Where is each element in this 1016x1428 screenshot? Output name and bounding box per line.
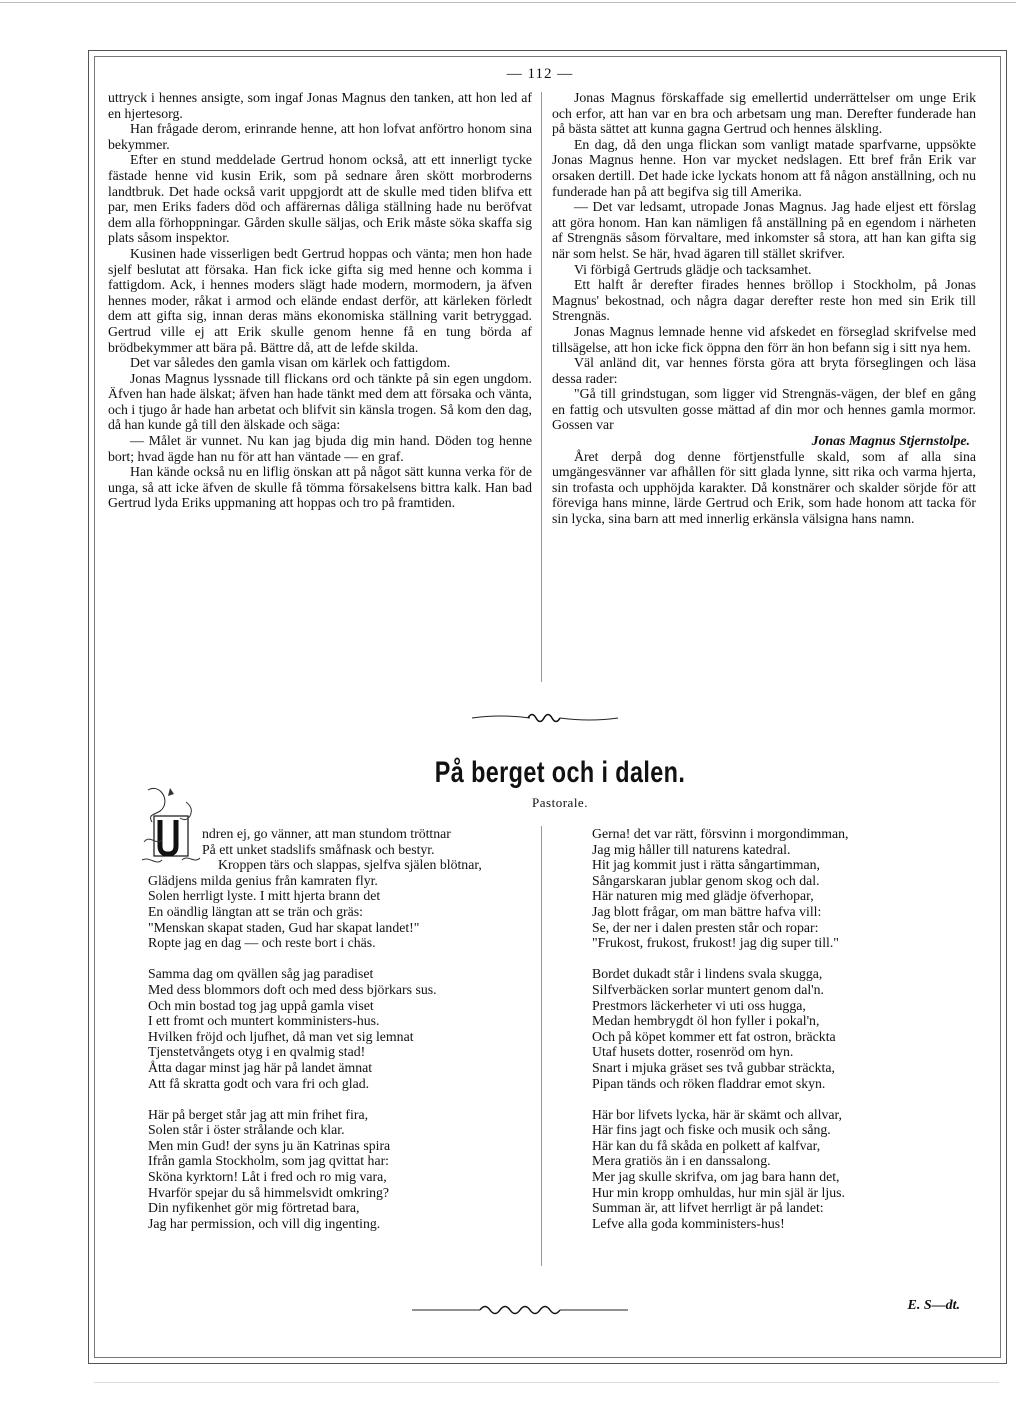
stanza bbox=[148, 966, 538, 1091]
verse-line: Och på köpet kommer ett fat ostron, bräckta bbox=[592, 1028, 836, 1044]
right-prose-column bbox=[552, 90, 976, 527]
verse-line: Gerna! det var rätt, försvinn i morgondimman, bbox=[592, 826, 849, 841]
stanza bbox=[592, 826, 972, 951]
verse-line: Med dess blommors doft och med dess björkars sus. bbox=[148, 981, 437, 997]
verse-line: Hur min kropp omhuldas, hur min själ är ljus. bbox=[592, 1184, 845, 1200]
paragraph: — Det var ledsamt, utropade Jonas Magnus. Jag hade eljest ett förslag att göra honom. Han kan nämligen få anställning på en egendom i närheten af Strengnäs såsom förvaltare, med inkomster så stora, att han kan gifta sig när som helst. Se här, hvad ägaren till stället skrifver. bbox=[552, 199, 976, 261]
letter-signature: Jonas Magnus Stjernstolpe. bbox=[811, 433, 970, 449]
paragraph: Han kände också nu en liflig önskan att på något sätt kunna verka för de unga, så att icke äfven de skulle få tömma försakelsens bittra kalk. Han bad Gertrud lyda Eriks uppmaning att hoppas och tro på framtiden. bbox=[108, 464, 532, 511]
verse-line: Mer jag skulle skrifva, om jag bara hann det, bbox=[592, 1169, 840, 1185]
verse-line: Utaf husets dotter, rosenröd om hyn. bbox=[592, 1044, 794, 1060]
paragraph: — Målet är vunnet. Nu kan jag bjuda dig min hand. Döden tog henne bort; hvad ägde han nu för att han väntade — en graf. bbox=[108, 433, 532, 464]
verse-line: "Frukost, frukost, frukost! jag dig super till." bbox=[592, 935, 839, 951]
bottom-edge-line bbox=[94, 1382, 999, 1383]
verse-line: Prestmors läckerheter vi uti oss hugga, bbox=[592, 997, 806, 1013]
verse-line: Medan hembrygdt öl hon fyller i pokal'n, bbox=[592, 1013, 820, 1029]
verse-line: Summan är, att lifvet herrligt är på landet: bbox=[592, 1200, 824, 1216]
paragraph: Väl anländ dit, var hennes första göra att bryta förseglingen och läsa dessa rader: bbox=[552, 355, 976, 386]
verse-line: Silfverbäcken sorlar muntert genom dal'n. bbox=[592, 981, 824, 997]
verse-line: Tjenstetvångets otyg i en qvalmig stad! bbox=[148, 1044, 366, 1060]
verse-line: I ett fromt och muntert komministers-hus. bbox=[148, 1013, 380, 1029]
verse-line: "Menskan skapat staden, Gud har skapat landet!" bbox=[148, 919, 420, 935]
stanza bbox=[592, 1107, 972, 1232]
divider-ornament-top bbox=[470, 708, 620, 728]
verse-line: Ropte jag en dag — och reste bort i chäs. bbox=[148, 935, 376, 951]
verse-line: Åtta dagar minst jag här på landet ämnat bbox=[148, 1059, 373, 1075]
paragraph: Jonas Magnus lyssnade till flickans ord och tänkte på sin egen ungdom. Äfven han hade älskat; äfven han hade tänkt med dem att försaka och vänta, och i tjugo år hade han arbetat och blifvit sin känsla trogen. Så kom den dag, då han kunde gå till den älskade och säga: bbox=[108, 370, 532, 433]
verse-line: Snart i mjuka gräset ses två gubbar sträckta, bbox=[592, 1059, 835, 1075]
verse-line: Sköna kyrktorn! Låt i fred och ro mig vara, bbox=[148, 1169, 387, 1185]
column-divider-poem bbox=[541, 826, 542, 1266]
stanza bbox=[592, 966, 972, 1091]
verse-line: Sångarskaran jublar genom skog och dal. bbox=[592, 872, 820, 888]
verse-line: Hvarför spejar du så himmelsvidt omkring? bbox=[148, 1184, 390, 1200]
verse-line: Här på berget står jag att min frihet fira, bbox=[148, 1106, 369, 1122]
verse-line: Men min Gud! der syns ju än Katrinas spira bbox=[148, 1137, 391, 1153]
paragraph: Efter en stund meddelade Gertrud honom också, att ett innerligt tycke fästade henne vid kusin Erik, som på sednare åren skött morbroderns landtbruk. Det hade också varit uppgjordt att de skulle med tiden blifva ett par, men Eriks faders död och affärernas dåliga ställning hade nu beröfvat dem alla förhoppningar. Gården skulle säljas, och Erik måste söka skaffa sig plats såsom inspektor. bbox=[108, 152, 532, 246]
verse-line: Att få skratta godt och vara fri och glad. bbox=[148, 1075, 370, 1091]
verse-line: Lefve alla goda komministers-hus! bbox=[592, 1215, 785, 1231]
divider-ornament-bottom bbox=[410, 1300, 630, 1320]
page-number-value: 112 bbox=[527, 66, 553, 82]
verse-line: Din nyfikenhet gör mig förtretad bara, bbox=[148, 1200, 360, 1216]
verse-line: Här naturen mig med glädje öfverhopar, bbox=[592, 888, 814, 904]
paragraph: Jonas Magnus förskaffade sig emellertid underrättelser om unge Erik och erfor, att han var en bra och arbetsam ung man. Derefter funderade han på bästa sättet att kunna gagna Gertrud och hennes älskling. bbox=[552, 90, 976, 137]
verse-line: Jag har permission, och vill dig ingenting. bbox=[148, 1215, 381, 1231]
top-edge-line bbox=[0, 2, 1016, 3]
column-divider-top bbox=[541, 92, 542, 682]
paragraph: Vi förbigå Gertruds glädje och tacksamhet. bbox=[574, 261, 812, 277]
stanza bbox=[148, 1107, 538, 1232]
paragraph: Kusinen hade visserligen bedt Gertrud hoppas och vänta; men hon hade sjelf beslutat att försaka. Han fick icke gifta sig med henne och komma i fattigdom. Ack, i hennes moders slägt hade modern, mormodern, ja äfven hennes moder, råkat i armod och elände endast derför, att kärleken förledt dem att gifta sig, innan deras mäns ekonomiska ställning varit betryggad. Gertrud ville ej att Erik skulle genom henne få en tung börda af brödbekymmer att bära på. Bättre då, att de lefde skilda. bbox=[108, 245, 532, 355]
verse-line: En oändlig längtan att se trän och gräs: bbox=[148, 903, 363, 919]
verse-line: På ett unket stadslifs småfnask och bestyr. bbox=[202, 841, 435, 857]
paragraph: Det var således den gamla visan om kärlek och fattigdom. bbox=[130, 355, 451, 371]
paragraph: Året derpå dog denne förtjenstfulle skald, som af alla sina umgängesvänner var afhållen för sitt glada lynne, sitt rika och varma hjerta, sin trofasta och upphöjda karakter. Då konstnärer och skalder sörjde för att föreviga hans minne, lärde Gertrud och Erik, som hade honom att tacka för sin lycka, sina barn att med innerlig erkänsla välsigna hans namn. bbox=[552, 448, 976, 527]
page-number: — 112 — bbox=[506, 66, 574, 82]
verse-line: Och min bostad tog jag uppå gamla viset bbox=[148, 997, 374, 1013]
verse-line: Pipan tänds och röken fladdrar emot skyn. bbox=[592, 1075, 826, 1091]
verse-line: Se, der ner i dalen presten står och ropar: bbox=[592, 919, 819, 935]
verse-line: Här kan du få skåda en polkett af kalfvar, bbox=[592, 1137, 821, 1153]
poem-author: E. S—dt. bbox=[907, 1298, 960, 1313]
poem-title: På berget och i dalen. bbox=[434, 756, 686, 789]
stanza bbox=[148, 826, 538, 951]
verse-line: Ifrån gamla Stockholm, som jag qvittat har: bbox=[148, 1153, 390, 1169]
paragraph: Han frågade derom, erinrande henne, att hon lofvat anförtro honom sina bekymmer. bbox=[108, 121, 532, 152]
verse-line: Solen står i öster strålande och klar. bbox=[148, 1122, 345, 1138]
paragraph: En dag, då den unga flickan som vanligt matade sparfvarne, uppsökte Jonas Magnus henne. Hon var mycket nedslagen. Ett bref från Erik var orsaken dertill. Det hade icke lyckats honom att få någon anställning, och nu funderade han på att begifva sig till Amerika. bbox=[552, 136, 976, 199]
left-prose-column bbox=[108, 90, 532, 511]
paragraph: "Gå till grindstugan, som ligger vid Strengnäs-vägen, der blef en gång en fattig och utsvulten gosse mättad af din mor och hennes gamla mormor. Gossen var bbox=[552, 386, 976, 433]
verse-line: Solen herrligt lyste. I mitt hjerta brann det bbox=[148, 888, 381, 904]
poem-right-column bbox=[592, 826, 972, 1247]
verse-line: Jag mig håller till naturens katedral. bbox=[592, 841, 791, 857]
paragraph: uttryck i hennes ansigte, som ingaf Jonas Magnus den tanken, att hon led af en hjertesorg. bbox=[108, 90, 532, 121]
verse-line: Samma dag om qvällen såg jag paradiset bbox=[148, 966, 374, 982]
verse-line: Här bor lifvets lycka, här är skämt och allvar, bbox=[592, 1106, 842, 1122]
verse-line: Mera gratiös än i en danssalong. bbox=[592, 1153, 771, 1169]
poem-subtitle: Pastorale. bbox=[532, 795, 588, 810]
paragraph: Jonas Magnus lemnade henne vid afskedet en förseglad skrifvelse med tillsägelse, att hon icke fick öppna den förr än hon befann sig i sitt nya hem. bbox=[552, 323, 976, 355]
verse-line: Kroppen tärs och slappas, sjelfva själen blötnar, bbox=[218, 857, 482, 873]
verse-line: Hit jag kommit just i rätta sångartimman, bbox=[592, 857, 820, 873]
paragraph: Ett halft år derefter firades hennes bröllop i Stockholm, på Jonas Magnus' bekostnad, och några dagar derefter reste hon med sin Erik till Strengnäs. bbox=[552, 277, 976, 324]
verse-line: ndren ej, go vänner, att man stundom tröttnar bbox=[202, 826, 451, 841]
verse-line: Jag blott frågar, om man bättre hafva vill: bbox=[592, 903, 822, 919]
verse-line: Bordet dukadt står i lindens svala skugga, bbox=[592, 966, 823, 982]
verse-line: Hvilken fröjd och ljufhet, då man vet sig lemnat bbox=[148, 1028, 414, 1044]
poem-left-column bbox=[148, 826, 538, 1247]
verse-line: Glädjens milda genius från kamraten flyr. bbox=[148, 872, 378, 888]
verse-line: Här fins jagt och fiske och musik och sång. bbox=[592, 1122, 831, 1138]
